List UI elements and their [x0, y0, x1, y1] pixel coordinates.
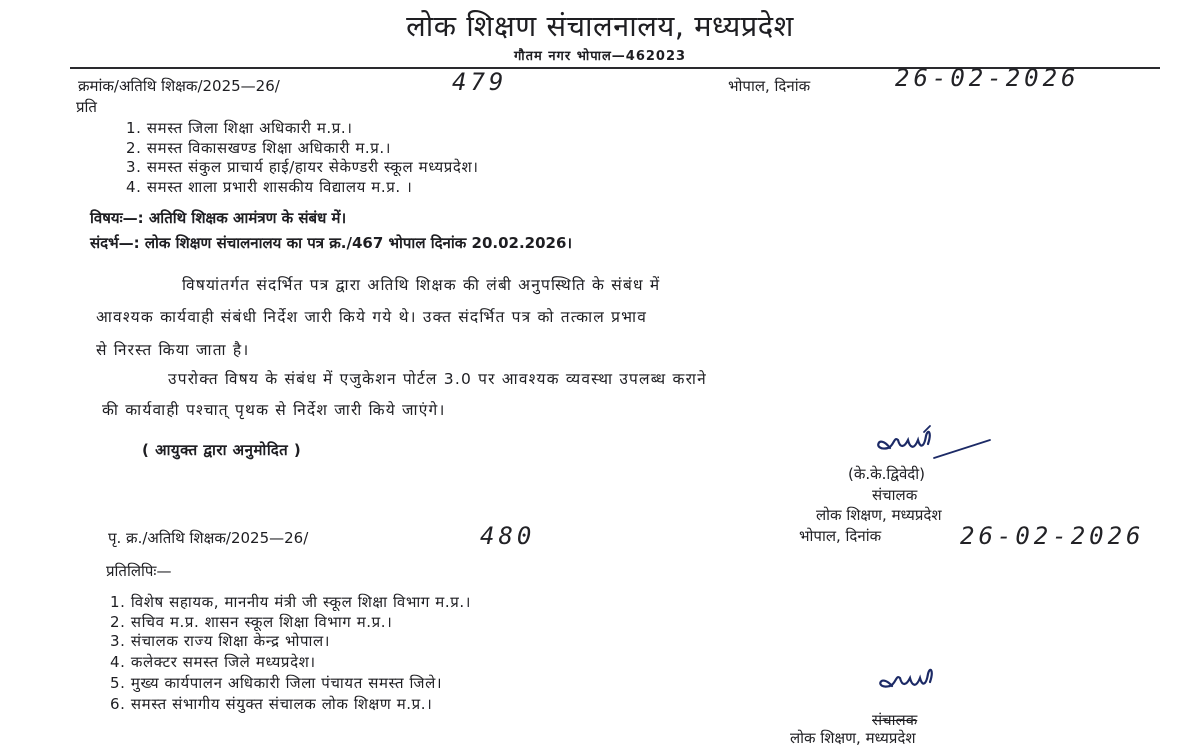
approval-note: ( आयुक्त द्वारा अनुमोदित ): [142, 441, 302, 459]
copy-signatory-designation: संचालक: [872, 711, 918, 729]
body-line: विषयांतर्गत संदर्भित पत्र द्वारा अतिथि शिक्षक की लंबी अनुपस्थिति के संबंध में: [182, 276, 661, 294]
signature-graphic-copy: [872, 660, 952, 706]
copy-reference-number: 480: [480, 522, 536, 550]
letter-reference-number: 479: [452, 68, 508, 96]
copy-date-label: भोपाल, दिनांक: [799, 527, 882, 545]
letter-date-value: 26-02-2026: [895, 64, 1080, 92]
to-label: प्रति: [76, 98, 97, 116]
addressee-item: 1. समस्त जिला शिक्षा अधिकारी म.प्र.।: [126, 119, 353, 137]
signatory-designation: संचालक: [872, 486, 918, 504]
copy-recipient: 2. सचिव म.प्र. शासन स्कूल शिक्षा विभाग म.प्र.।: [110, 613, 393, 631]
body-line: उपरोक्त विषय के संबंध में एजुकेशन पोर्टल 3.0 पर आवश्यक व्यवस्था उपलब्ध कराने: [168, 370, 707, 388]
signatory-name: (के.के.द्विवेदी): [848, 465, 925, 483]
letter-date-label: भोपाल, दिनांक: [728, 77, 811, 95]
copy-reference-prefix: पृ. क्र./अतिथि शिक्षक/2025—26/: [108, 529, 309, 547]
copy-recipient: 4. कलेक्टर समस्त जिले मध्यप्रदेश।: [110, 653, 316, 671]
copy-recipient: 3. संचालक राज्य शिक्षा केन्द्र भोपाल।: [110, 632, 331, 650]
body-line: की कार्यवाही पश्चात् पृथक से निर्देश जारी किये जाएंगे।: [102, 401, 446, 419]
signatory-department: लोक शिक्षण, मध्यप्रदेश: [816, 506, 942, 524]
office-address: गौतम नगर भोपाल—462023: [513, 49, 687, 64]
subject-line: विषयः—: अतिथि शिक्षक आमंत्रण के संबंध में।: [90, 209, 347, 227]
addressee-item: 4. समस्त शाला प्रभारी शासकीय विद्यालय म.प्र. ।: [126, 178, 413, 196]
copy-recipient: 5. मुख्य कार्यपालन अधिकारी जिला पंचायत समस्त जिले।: [110, 674, 443, 692]
copy-recipient: 6. समस्त संभागीय संयुक्त संचालक लोक शिक्षण म.प्र.।: [110, 695, 433, 713]
copy-recipient: 1. विशेष सहायक, माननीय मंत्री जी स्कूल शिक्षा विभाग म.प्र.।: [110, 593, 472, 611]
letter-reference-prefix: क्रमांक/अतिथि शिक्षक/2025—26/: [78, 77, 280, 95]
office-title: लोक शिक्षण संचालनालय, मध्यप्रदेश: [406, 9, 794, 43]
copy-signatory-department: लोक शिक्षण, मध्यप्रदेश: [790, 729, 916, 747]
addressee-item: 2. समस्त विकासखण्ड शिक्षा अधिकारी म.प्र.।: [126, 139, 392, 157]
body-line: आवश्यक कार्यवाही संबंधी निर्देश जारी किये गये थे। उक्त संदर्भित पत्र को तत्काल प्रभाव: [96, 308, 648, 326]
copy-label: प्रतिलिपिः—: [106, 562, 172, 580]
reference-line: संदर्भ—: लोक शिक्षण संचालनालय का पत्र क्र./467 भोपाल दिनांक 20.02.2026।: [90, 234, 573, 252]
copy-date-value: 26-02-2026: [960, 522, 1145, 550]
body-line: से निरस्त किया जाता है।: [96, 341, 250, 359]
addressee-item: 3. समस्त संकुल प्राचार्य हाई/हायर सेकेण्डरी स्कूल मध्यप्रदेश।: [126, 158, 479, 176]
